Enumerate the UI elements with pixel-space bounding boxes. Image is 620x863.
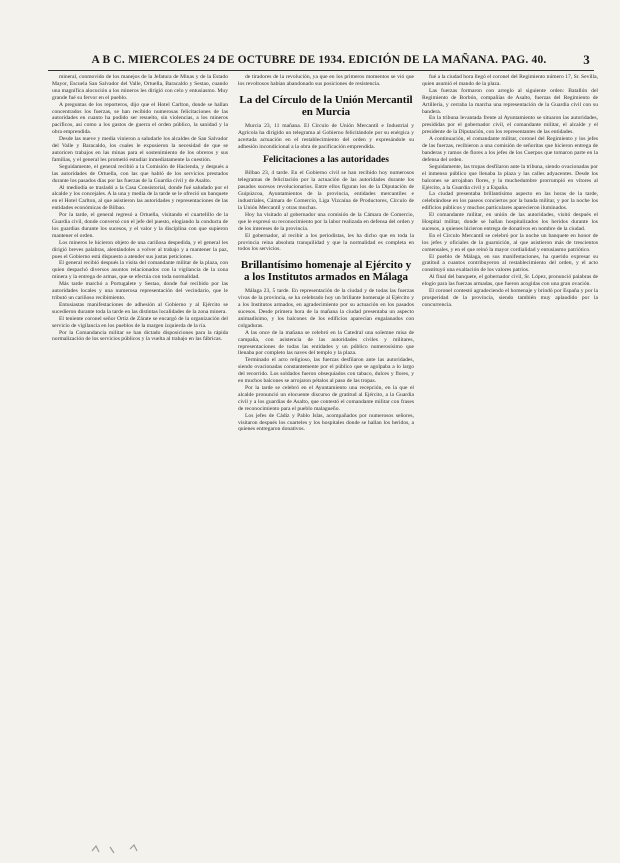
page-mark: 3: [583, 52, 590, 67]
paragraph: Al mediodía se trasladó a la Casa Consistorial, donde fué saludado por el alcalde y los concejales. A la una y media de la tarde se le ofreció un banquete en el Hotel Carlton, al que asistieron las autoridades y representaciones de las entidades económicas de Bilbao.: [52, 184, 228, 212]
paragraph: Desde las nueve y media vinieron a saludarle los alcaldes de San Salvador del Valle y Baracaldo, los cuales le expusieron la necesidad de que se autoricen trabajos en las minas para el sostenimiento de los obreros y sus familias, y el general les prometió estudiar inmediatamente la cuestión.: [52, 136, 228, 163]
paragraph: Terminado el acto religioso, las fuerzas desfilaron ante las autoridades, siendo ovacionadas constantemente por el público que se agolpaba a lo largo del recorrido. Los soldados fueron obsequiados con tabaco, dulces y flores, y en muchos balcones se arrojaron pétalos al paso de las tropas.: [238, 357, 414, 385]
column-2: [238, 74, 414, 846]
article-heading: La del Círculo de la Unión Mercantil en Murcia: [239, 93, 413, 118]
paragraph: A continuación, el comandante militar, coronel del Regimiento y los jefes de las fuerzas, recibieron a una comisión de señoritas que hicieron entrega de banderas y ramos de flores a los jefes de los Cuerpos que tomaron parte en la defensa del orden.: [422, 136, 598, 163]
paragraph: En el Círculo Mercantil se celebró por la noche un banquete en honor de los jefes y oficiales de la guarnición, al que asistieron más de trescientos comensales, y en el que reinó la mayor cordialidad y entusiasmo patriótico.: [422, 232, 598, 253]
paragraph: El pueblo de Málaga, en sus manifestaciones, ha querido expresar su gratitud a cuantos contribuyeron al restablecimiento del orden, y el acto constituyó una exaltación de los valores patrios.: [422, 253, 598, 274]
paragraph: El gobernador, al recibir a los periodistas, les ha dicho que en toda la provincia reina absoluta tranquilidad y que la normalidad es completa en todos los servicios.: [238, 232, 414, 253]
header-rule: [48, 70, 594, 71]
paragraph: Por la tarde, el general regresó a Ortuella, visitando el cuartelillo de la Guardia civil, donde conversó con el jefe del puesto, elogiando la conducta de los guardias durante los sucesos, y el valor y la disciplina con que supieron mantener el orden.: [52, 212, 228, 239]
paragraph: A las once de la mañana se celebró en la Catedral una solemne misa de campaña, con asistencia de las autoridades civiles y militares, representaciones de todas las entidades y un público numerosísimo que llenaba por completo las naves del templo y la plaza.: [238, 329, 414, 357]
column-1: [52, 74, 228, 846]
paragraph: El teniente coronel señor Ortiz de Zárate se encargó de la organización del servicio de vigilancia en los pueblos de la margen izquierda de la ría.: [52, 315, 228, 329]
paragraph: Las fuerzas formaron con arreglo al siguiente orden: Batallón del Regimiento de Borbón, compañías de Asalto, fuerzas del Regimiento de Artillería, y cerraba la marcha una representación de la Guardia civil con su bandera.: [422, 87, 598, 115]
paragraph: fué a la ciudad hora llegó el coronel del Regimiento número 17, Sr. Sevilla, quien asumió el mando de la plaza.: [422, 74, 598, 87]
paragraph: Los mineros le hicieron objeto de una cariñosa despedida, y el general les dirigió breves palabras, alentándoles a volver al trabajo y a mantener la paz, pues el Gobierno está dispuesto a atender sus justas peticiones.: [52, 239, 228, 260]
article-heading: Brillantísimo homenaje al Ejército y a los Institutos armados en Málaga: [240, 259, 412, 284]
article-heading: Felicitaciones a las autoridades: [263, 155, 389, 166]
paragraph: A preguntas de los reporteros, dijo que el Hotel Carlton, donde se hallan concentrados los fuerzas, se han recibido numerosas felicitaciones de las autoridades en cuanto ha podido ser resuelto, sin violencias, a los mineros pacíficos, así como a los gastos de guerra el orden público, la sanidad y la obra emprendida.: [52, 101, 228, 136]
paragraph: Murcia 23, 11 mañana. El Círculo de Unión Mercantil e Industrial y Agrícola ha dirigido un telegrama al Gobierno felicitándole por su enérgica y acertada actuación en el restablecimiento del orden y expresándole su adhesión incondicional a la obra de pacificación emprendida.: [238, 122, 414, 150]
paragraph: Por la tarde se celebró en el Ayuntamiento una recepción, en la que el alcalde pronunció un elocuente discurso de gratitud al Ejército, a la Guardia civil y a los guardias de Asalto, que contestó el comandante militar con frases de reconocimiento para el pueblo malagueño.: [238, 385, 414, 412]
masthead: [44, 52, 594, 68]
paragraph: Seguidamente, el general recibió a la Comisión de Hacienda, y después a las autoridades de Ortuella, con las que habló de los servicios prestados durante los pasados días por las fuerzas de la Guardia civil y de Asalto.: [52, 163, 228, 184]
paragraph: Seguidamente, las tropas desfilaron ante la tribuna, siendo ovacionadas por el inmenso público que llenaba la plaza y las calles adyacentes. Desde los balcones se arrojaban flores, y la muchedumbre prorrumpió en vítores al Ejército, a la Guardia civil y a España.: [422, 163, 598, 191]
paragraph: La ciudad presentaba brillantísimo aspecto en las horas de la tarde, celebrándose en los paseos conciertos por la banda militar, y por la noche los edificios públicos y muchos particulares aparecieron iluminados.: [422, 191, 598, 212]
bottom-smudge: [90, 843, 180, 855]
column-3: [422, 74, 598, 846]
paragraph: Málaga 23, 5 tarde. En representación de la ciudad y de todas las fuerzas vivas de la provincia, se ha celebrado hoy un brillante homenaje al Ejército y a los Institutos armados, en agradecimiento por su actuación en los pasados sucesos. Desde primera hora de la mañana la ciudad presentaba un aspecto animadísimo, y los balcones de los edificios aparecían engalanados con colgaduras.: [238, 288, 414, 329]
paragraph: Los jefes de Cádiz y Pablo Islas, acompañados por numerosos señores, visitaron después los cuarteles y los hospitales donde se hallan los heridos, a quienes entregaron donativos.: [238, 412, 414, 433]
paragraph: Al final del banquete, el gobernador civil, Sr. López, pronunció palabras de elogio para las fuerzas armadas, que fueron acogidas con una gran ovación.: [422, 274, 598, 288]
paragraph: mineral, conmovido de los manejos de la Jefatura de Minas y de la Estado Mayor, Escuela San Salvador del Valle, Ortuella, Baracaldo y Sestao, cuando una magnífica alocución a los mineros les dirigió con celo y entusiasmo. Muy grande fué su fervor en el pueblo.: [52, 74, 228, 101]
paragraph: El comandante militar, en unión de las autoridades, visitó después el Hospital militar, donde se hallan hospitalizados los heridos durante los sucesos, a quienes hicieron entrega de donativos en nombre de la ciudad.: [422, 212, 598, 232]
paragraph: El coronel contestó agradeciendo el homenaje y brindó por España y por la prosperidad de la provincia, siendo también muy aplaudido por la concurrencia.: [422, 288, 598, 308]
paragraph: Por la Comandancia militar se han dictado disposiciones para la rápida normalización de los servicios públicos y la vuelta al trabajo en las fábricas.: [52, 329, 228, 343]
paragraph: Hoy ha visitado al gobernador una comisión de la Cámara de Comercio, que le expresó su reconocimiento por la labor realizada en defensa del orden y de los intereses de la provincia.: [238, 211, 414, 232]
paragraph: de tiradores de la revolución, ya que en los primeros momentos se vió que los revoltosos habían abandonado sus posiciones de resistencia.: [238, 74, 414, 87]
paragraph: En la tribuna levantada frente al Ayuntamiento se situaron las autoridades, presididas por el gobernador civil, el comandante militar, el alcalde y el presidente de la Diputación, con los representantes de las entidades.: [422, 115, 598, 136]
paragraph: El general recibió después la visita del comandante militar de la plaza, con quien despachó diversos asuntos relacionados con la vigilancia de la zona minera y la entrega de armas, que se efectúa con toda normalidad.: [52, 260, 228, 281]
masthead-text: A B C. MIERCOLES 24 DE OCTUBRE DE 1934. EDICIÓN DE LA MAÑANA. PAG. 40.: [91, 54, 547, 66]
paragraph: Entusiastas manifestaciones de adhesión al Gobierno y al Ejército se sucedieron durante toda la tarde en las distintas localidades de la zona minera.: [52, 301, 228, 315]
paragraph: Más tarde marchó a Portugalete y Sestao, donde fué recibido por las autoridades locales y una numerosa representación del vecindario, que le tributó un cariñoso recibimiento.: [52, 281, 228, 301]
paragraph: Bilbao 23, 4 tarde. En el Gobierno civil se han recibido hoy numerosos telegramas de felicitación por la actuación de las autoridades durante los pasados sucesos revolucionarios. Entre ellos figuran los de la Diputación de Guipúzcoa, Ayuntamientos de la provincia, entidades mercantiles e industriales, Cámara de Comercio, Liga Vizcaína de Productores, Círculo de la Unión Mercantil y otras muchas.: [238, 170, 414, 211]
